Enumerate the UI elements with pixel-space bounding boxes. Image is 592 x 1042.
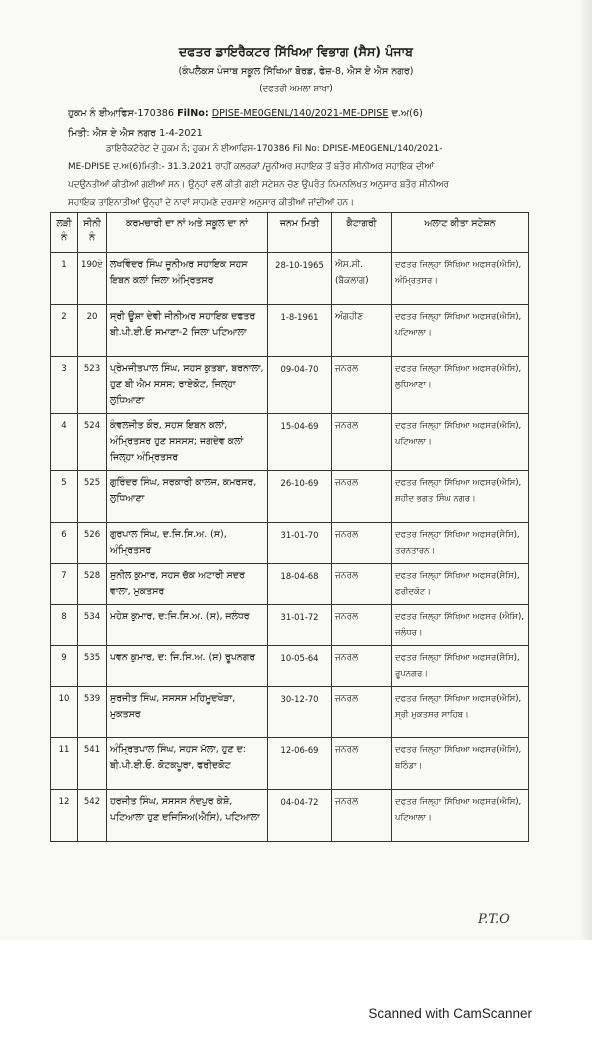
cell-category: ਜਨਰਲ [332, 790, 392, 842]
cell-serial: 5 [51, 471, 78, 523]
order-date: ਮਿਤੀ: ਐਸ ਏ ਐਸ ਨਗਰ 1-4-2021 [68, 128, 203, 139]
cell-station: ਦਫਤਰ ਜਿਲ੍ਹਾ ਸਿੱਖਿਆ ਅਫਸਰ(ਐਸਿ), ਪਟਿਆਲਾ। [392, 790, 529, 842]
table-header-row [51, 213, 529, 253]
cell-name: ਲਖਵਿੰਦਰ ਸਿੰਘ ਜੂਨੀਅਰ ਸਹਾਇਕ ਸਹਸ ਇਬਨ ਕਲਾਂ ਜਿਲਾ ਅੰਮ੍ਰਿਤਸਰ [107, 253, 268, 305]
table-row [51, 738, 529, 790]
cell-category: ਜਨਰਲ [332, 605, 392, 646]
cell-category: ਐਸ.ਸੀ. (ਬੈਕਲਾਗ) [332, 253, 392, 305]
header-category: ਕੈਟਾਗਰੀ [332, 213, 392, 253]
cell-name: ਸੁਰਜੀਤ ਸਿੰਘ, ਸਸਸਸ ਮਹਿਮੂਦਖੇੜਾ, ਮੁਕਤਸਰ [107, 687, 268, 738]
cell-seniority: 542 [78, 790, 107, 842]
cell-dob: 1-8-1961 [268, 305, 332, 357]
table-row [51, 357, 529, 414]
paragraph-line-1: ਡਾਇਰੈਕਟੋਰੇਟ ਦੇ ਹੁਕਮ ਨੰ; ਹੁਕਮ ਨੰ ਈਆਫਿਸ-170386 Fil No: DPISE-ME0GENL/140/2021- [106, 144, 443, 154]
scan-edge-shadow [578, 0, 592, 940]
cell-category: ਜਨਰਲ [332, 471, 392, 523]
cell-category: ਜਨਰਲ [332, 414, 392, 471]
cell-seniority: 539 [78, 687, 107, 738]
cell-serial: 2 [51, 305, 78, 357]
cell-dob: 12-06-69 [268, 738, 332, 790]
cell-name: ਹਰਜੀਤ ਸਿੰਘ, ਸਸਸਸ ਨੰਦਪੁਰ ਕੇਸ਼ੋ, ਪਟਿਆਲਾ ਹੁਣ ਦਜਿਸਿਅ(ਐਸਿ), ਪਟਿਆਲਾ [107, 790, 268, 842]
order-paragraph [68, 140, 556, 212]
cell-serial: 10 [51, 687, 78, 738]
cell-serial: 3 [51, 357, 78, 414]
paragraph-line-4: ਸਹਾਇਕ ਤਾਇਨਾਤੀਆਂ ਉਨ੍ਹਾਂ ਦੇ ਨਾਵਾਂ ਸਾਹਮਣੇ ਦਰਸਾਏ ਅਨੁਸਾਰ ਕੀਤੀਆਂ ਜਾਂਦੀਆਂ ਹਨ। [68, 198, 354, 208]
table-row [51, 305, 529, 357]
cell-station: ਦਫਤਰ ਜਿਲ੍ਹਾ ਸਿੱਖਿਆ ਅਫਸਰ(ਸੈਸਿ), ਤਰਨਤਾਰਨ। [392, 523, 529, 564]
cell-category: ਜਨਰਲ [332, 738, 392, 790]
cell-dob: 10-05-64 [268, 646, 332, 687]
table-row [51, 564, 529, 605]
cell-dob: 26-10-69 [268, 471, 332, 523]
cell-serial: 4 [51, 414, 78, 471]
cell-station: ਦਫਤਰ ਜਿਲ੍ਹਾ ਸਿੱਖਿਆ ਅਫਸਰ(ਐਸਿ), ਪਟਿਆਲਾ। [392, 414, 529, 471]
cell-station: ਦਫਤਰ ਜਿਲ੍ਹਾ ਸਿੱਖਿਆ ਅਫਸਰ(ਐਸਿ), ਸ੍ਰੀ ਮੁਕਤਸਰ ਸਾਹਿਬ। [392, 687, 529, 738]
header-serial: ਲੜੀ ਨੰ [51, 213, 78, 253]
file-number: DPISE-ME0GENL/140/2021-ME-DPISE [211, 108, 389, 119]
cell-name: ਪ੍ਰੇਮਜੀਤਪਾਲ ਸਿੰਘ, ਸਹਸ ਕੁਤਬਾ, ਬਰਨਾਲਾ, ਹੁਣ ਬੀ ਐਮ ਸਸਸ; ਰਾਏਕੋਟ, ਜਿਲ੍ਹਾ ਲੁਧਿਆਣਾ [107, 357, 268, 414]
table-row [51, 523, 529, 564]
cell-serial: 1 [51, 253, 78, 305]
header-seniority: ਸੀਨੀ ਨੰ [78, 213, 107, 253]
cell-dob: 04-04-72 [268, 790, 332, 842]
cell-station: ਦਫਤਰ ਜਿਲ੍ਹਾ ਸਿੱਖਿਆ ਅਫਸਰ(ਐਸਿ), ਲੁਧਿਆਣਾ। [392, 357, 529, 414]
table-row [51, 646, 529, 687]
cell-name: ਕੰਵਲਜੀਤ ਕੌਰ, ਸਹਸ ਇਬਨ ਕਲਾਂ, ਅੰਮ੍ਰਿਤਸਰ ਹੁਣ ਸਸਸਸ; ਜਗਦੇਵ ਕਲਾਂ ਜਿਲ੍ਹਾ ਅੰਮ੍ਰਿਤਸਰ [107, 414, 268, 471]
cell-station: ਦਫਤਰ ਜਿਲ੍ਹਾ ਸਿੱਖਿਆ ਅਫਸਰ (ਐਸਿ), ਜਲੰਧਰ। [392, 605, 529, 646]
header-station: ਅਲਾਟ ਕੀਤਾ ਸਟੇਸ਼ਨ [392, 213, 529, 253]
order-number-line [68, 108, 423, 119]
cell-seniority: 524 [78, 414, 107, 471]
pto-note: P.T.O [478, 912, 510, 927]
file-label: FilNo: [177, 108, 209, 119]
cell-dob: 30-12-70 [268, 687, 332, 738]
cell-serial: 6 [51, 523, 78, 564]
table-row [51, 605, 529, 646]
cell-dob: 09-04-70 [268, 357, 332, 414]
order-number-suffix: ਦ.ਅ(6) [388, 108, 423, 119]
cell-serial: 11 [51, 738, 78, 790]
cell-serial: 12 [51, 790, 78, 842]
cell-seniority: 534 [78, 605, 107, 646]
office-title: ਦਫਤਰ ਡਾਇਰੈਕਟਰ ਸਿੱਖਿਆ ਵਿਭਾਗ (ਸੈਸ) ਪੰਜਾਬ [179, 44, 413, 59]
paragraph-line-2: ME-DPISE ਦ.ਅ(6)ਮਿਤੀ:- 31.3.2021 ਰਾਹੀਂ ਕਲਰਕਾਂ /ਜੂਨੀਅਰ ਸਹਾਇਕ ਤੋਂ ਬਤੌਰ ਸੀਨੀਅਰ ਸਹਾਇਕ ਦੀਆਂ [68, 162, 434, 172]
cell-seniority: 528 [78, 564, 107, 605]
header-name: ਕਰਮਚਾਰੀ ਦਾ ਨਾਂ ਅਤੇ ਸਕੂਲ ਦਾ ਨਾਂ [107, 213, 268, 253]
cell-seniority: 526 [78, 523, 107, 564]
cell-category: ਜਨਰਲ [332, 646, 392, 687]
cell-dob: 28-10-1965 [268, 253, 332, 305]
cell-category: ਜਨਰਲ [332, 357, 392, 414]
cell-name: ਸੁਨੀਲ ਕੁਮਾਰ, ਸਹਸ ਚੱਕ ਅਟਾਰੀ ਸਦਰ ਵਾਲਾ, ਮੁਕਤਸਰ [107, 564, 268, 605]
cell-name: ਗੁਰਪਾਲ ਸਿੰਘ, ਦ.ਜਿ.ਸਿ.ਅ. (ਸ), ਅੰਮ੍ਰਿਤਸਰ [107, 523, 268, 564]
cell-name: ਗੁਰਿੰਦਰ ਸਿੰਘ, ਸਰਕਾਰੀ ਕਾਲਜ, ਕਮਰਸਰ, ਲੁਧਿਆਣਾ [107, 471, 268, 523]
cell-seniority: 190ਏ [78, 253, 107, 305]
cell-seniority: 535 [78, 646, 107, 687]
cell-seniority: 523 [78, 357, 107, 414]
cell-dob: 18-04-68 [268, 564, 332, 605]
cell-serial: 8 [51, 605, 78, 646]
cell-station: ਦਫਤਰ ਜਿਲ੍ਹਾ ਸਿੱਖਿਆ ਅਫਸਰ(ਸੈਸਿ), ਫਰੀਦਕੋਟ। [392, 564, 529, 605]
cell-name: ਸ੍ਰੀ ਊਸ਼ਾ ਦੇਵੀ ਜੀਨੀਅਰ ਸਹਾਇਕ ਦਫਤਰ ਬੀ.ਪੀ.ਈ.ਓ ਸਮਾਣਾ-2 ਜਿਲਾ ਪਟਿਆਲਾ [107, 305, 268, 357]
cell-category: ਜਨਰਲ [332, 523, 392, 564]
cell-category: ਅੰਗਹੀਣ [332, 305, 392, 357]
posting-table [50, 212, 529, 842]
cell-serial: 9 [51, 646, 78, 687]
table-row [51, 687, 529, 738]
cell-seniority: 525 [78, 471, 107, 523]
cell-name: ਮਹੇਸ਼ ਕੁਮਾਰ, ਦ:ਜਿ.ਸਿ.ਅ. (ਸ), ਜਲੰਧਰ [107, 605, 268, 646]
cell-station: ਦਫਤਰ ਜਿਲ੍ਹਾ ਸਿੱਖਿਆ ਅਫਸਰ(ਸੈਸਿ), ਰੂਪਨਗਰ। [392, 646, 529, 687]
cell-station: ਦਫਤਰ ਜਿਲ੍ਹਾ ਸਿੱਖਿਆ ਅਫਸਰ(ਐਸਿ), ਸ਼ਹੀਦ ਭਗਤ ਸਿੰਘ ਨਗਰ। [392, 471, 529, 523]
cell-name: ਪਵਨ ਕੁਮਾਰ, ਦ: ਜਿ.ਸਿ.ਅ. (ਸ) ਰੂਪਨਗਰ [107, 646, 268, 687]
cell-seniority: 20 [78, 305, 107, 357]
table-row [51, 790, 529, 842]
order-number-prefix: ਹੁਕਮ ਨੰ ਈਆਫਿਸ-170386 [68, 108, 178, 119]
cell-name: ਅੰਮ੍ਰਿਤਪਾਲ ਸਿੰਘ, ਸਹਸ ਮੱਲਾ, ਹੁਣ ਦ: ਬੀ.ਪੀ.ਈ.ਓ. ਕੋਟਕਪੂਰਾ, ਫਰੀਦਕੋਟ [107, 738, 268, 790]
office-address: (ਕੰਪਲੈਕਸ ਪੰਜਾਬ ਸਕੂਲ ਸਿੱਖਿਆ ਬੋਰਡ, ਫੇਜ਼-8, ਐਸ ਏ ਐਸ ਨਗਰ) [178, 66, 414, 77]
paragraph-line-3: ਪਦਉਨਤੀਆਂ ਕੀਤੀਆਂ ਗਈਆਂ ਸਨ। ਉਨ੍ਹਾਂ ਵਲੋਂ ਕੀਤੀ ਗਈ ਸਟੇਸ਼ਨ ਚੋਣ ਉਪਰੰਤ ਨਿਮਨਲਿਖਤ ਅਨੁਸਾਰ ਬਤੌਰ ਸੀਨੀਅਰ [68, 180, 449, 190]
camscanner-watermark: Scanned with CamScanner [368, 1006, 532, 1021]
branch-name: (ਦਫਤਰੀ ਅਮਲਾ ਸ਼ਾਖਾ) [259, 84, 333, 94]
cell-dob: 31-01-72 [268, 605, 332, 646]
cell-station: ਦਫਤਰ ਜਿਲ੍ਹਾ ਸਿੱਖਿਆ ਅਫਸਰ(ਐਸਿ), ਬਠਿੰਡਾ। [392, 738, 529, 790]
cell-station: ਦਫਤਰ ਜਿਲ੍ਹਾ ਸਿੱਖਿਆ ਅਫਸਰ(ਐਸਿ), ਪਟਿਆਲਾ। [392, 305, 529, 357]
cell-station: ਦਫਤਰ ਜਿਲ੍ਹਾ ਸਿੱਖਿਆ ਅਫਸਰ(ਐਸਿ), ਅੰਮ੍ਰਿਤਸਰ। [392, 253, 529, 305]
cell-dob: 31-01-70 [268, 523, 332, 564]
cell-serial: 7 [51, 564, 78, 605]
scan-footer [0, 940, 592, 1042]
cell-seniority: 541 [78, 738, 107, 790]
cell-category: ਜਨਰਲ [332, 687, 392, 738]
table-row [51, 471, 529, 523]
table-row [51, 414, 529, 471]
table-row [51, 253, 529, 305]
header-dob: ਜਨਮ ਮਿਤੀ [268, 213, 332, 253]
cell-category: ਜਨਰਲ [332, 564, 392, 605]
cell-dob: 15-04-69 [268, 414, 332, 471]
